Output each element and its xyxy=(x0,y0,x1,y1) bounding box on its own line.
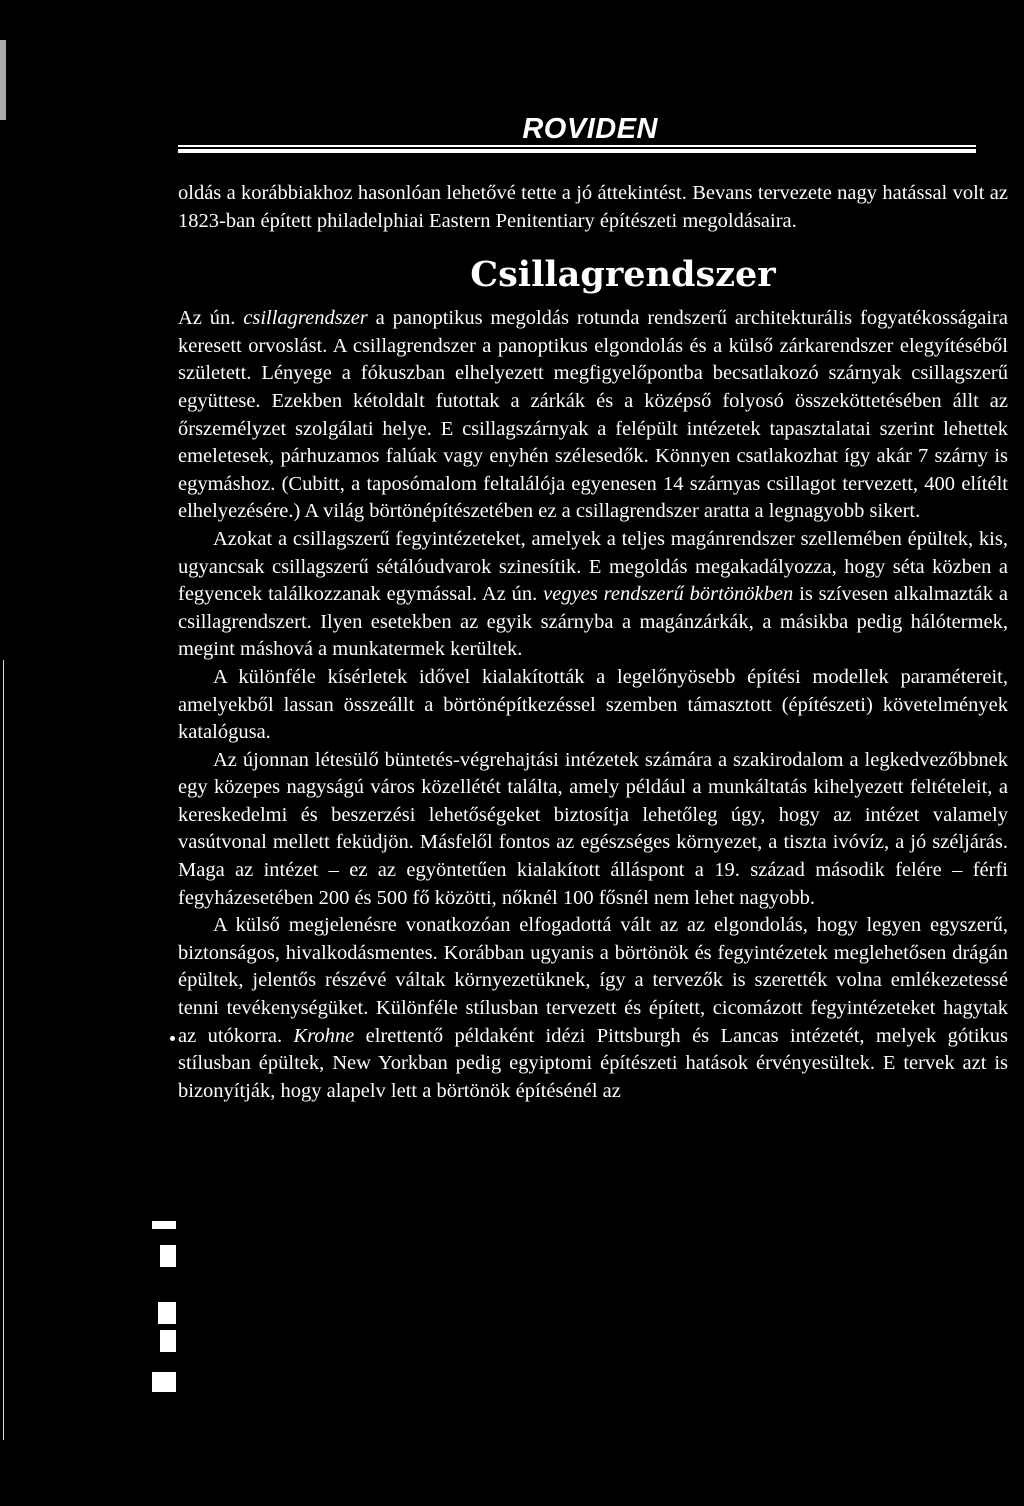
margin-mark-1 xyxy=(152,1221,176,1229)
margin-mark-2 xyxy=(160,1245,176,1267)
paragraph-2 xyxy=(178,526,1008,664)
paragraph-4: Az újonnan létesülő büntetés-végrehajtási intézetek számára a szakirodalom a legkedvezőbbnek egy közepes nagyságú város közellétét találta, amely például a munkáltatás kihelyezett feltételeit, a kereskedelmi és beszerzési lehetőségeket biztosítja lehetőleg úgy, hogy az intézet valamely vasútvonal mellett feküdjön. Másfelől fontos az egészséges környezet, a tiszta ivóvíz, a jó széljárás. Maga az intézet – ez az egyöntetűen kialakított álláspont a 19. század második felére – férfi fegyházesetében 200 és 500 fő közötti, nőknél 100 fősnél nem lehet nagyobb. xyxy=(178,748,1008,909)
section-heading: Csillagrendszer xyxy=(470,254,776,296)
header-rule-thin xyxy=(178,145,976,147)
running-header-title: ROVIDEN xyxy=(522,113,658,145)
scan-edge-line xyxy=(3,660,4,1440)
paragraph-1-text-b: a panoptikus megoldás rotunda rendszerű architekturális fogyatékosságaira keresett orvoslást. A csillagrendszer a panoptikus elgondolás és a külső zárkarendszer elegyítéséből született. Lényege a fókuszban elhelyezett megfigyelőpontba becsatlakozó szárnyak csillagszerű együttese. Ezekben kétoldalt futottak a zárkák és a középső folyosó összeköttetésében állt az őrszemélyzet szolgálati helye. E csillagszárnyak a felépült intézetek tapasztalatai szerint lehettek emeletesek, párhuzamos falúak vagy enyhén szélesedők. Könnyen csatlakozhat így akár 7 szárny is egymáshoz. (Cubitt, a taposómalom feltalálója egyenesen 14 szárnyas csillagot tervezett, 400 elítélt elhelyezésére.) A világ börtönépítészetében ez a csillagrendszer aratta a legnagyobb sikert. xyxy=(178,307,1009,523)
margin-mark-4 xyxy=(160,1330,176,1352)
paragraph-5 xyxy=(178,912,1008,1105)
paragraph-2-text-b: is szívesen alkalmazták a csillagrendszert. Ilyen esetekben az egyik szárnyba a magánzárkák, a másikba pedig hálótermek, megint máshová a munkatermek kerültek. xyxy=(178,583,1008,661)
paragraph-5-text-b: elrettentő példaként idézi Pittsburgh és Lancas intézetét, melyek gótikus stílusban épültek, New Yorkban pedig egyiptomi építészeti hatások érvényesültek. E tervek azt is bizonyítják, hogy alapelv lett a börtönök építésénél az xyxy=(178,1024,1008,1102)
paragraph-2-text-a: Azokat a csillagszerű fegyintézeteket, amelyek a teljes magánrendszer szellemében épültek, kis, ugyancsak csillagszerű sétálóudvarok szinesítik. E megoldás megakadályozza, hogy séta közben a fegyencek találkozzanak egymással. Az ún. xyxy=(178,527,1008,606)
margin-mark-dot xyxy=(170,1036,175,1041)
paragraph-1 xyxy=(178,305,1008,526)
margin-mark-5 xyxy=(152,1372,176,1392)
paragraph-5-text-a: A külső megjelenésre vonatkozóan elfogadottá vált az az elgondolás, hogy legyen egyszerű, biztonságos, hivalkodásmentes. Korábban ugyanis a börtönök és fegyintézetek meglehetősen drágán épültek, jelentős részévé váltak környezetüknek, így a tervezők is szerették volna emlékezetessé tenni tevékenységüket. Különféle stílusban tervezett és épített, cicomázott fegyintézeteket hagytak az utókorra. xyxy=(178,914,1008,1047)
intro-paragraph: oldás a korábbiakhoz hasonlóan lehetővé tette a jó áttekintést. Bevans tervezete nagy hatással volt az 1823-ban épített philadelphiai Eastern Penitentiary építészeti megoldásaira. xyxy=(178,182,1008,232)
margin-mark-3 xyxy=(158,1302,176,1324)
paragraph-1-term: csillagrendszer xyxy=(243,307,368,330)
body-text xyxy=(178,180,1008,1105)
scan-edge-mark xyxy=(0,40,6,120)
paragraph-1-text-a: Az ún. xyxy=(178,307,244,330)
paragraph-5-term: Krohne xyxy=(293,1024,355,1047)
paragraph-3: A különféle kísérletek idővel kialakították a legelőnyösebb építési modellek paramétereit, amelyekből lassan összeállt a börtönépítkezéssel szemben támasztott (építészeti) követelmények katalógusa. xyxy=(178,665,1008,744)
header-rule-thick xyxy=(178,149,976,153)
running-header xyxy=(178,112,976,146)
paragraph-2-term: vegyes rendszerű börtönökben xyxy=(543,583,794,606)
